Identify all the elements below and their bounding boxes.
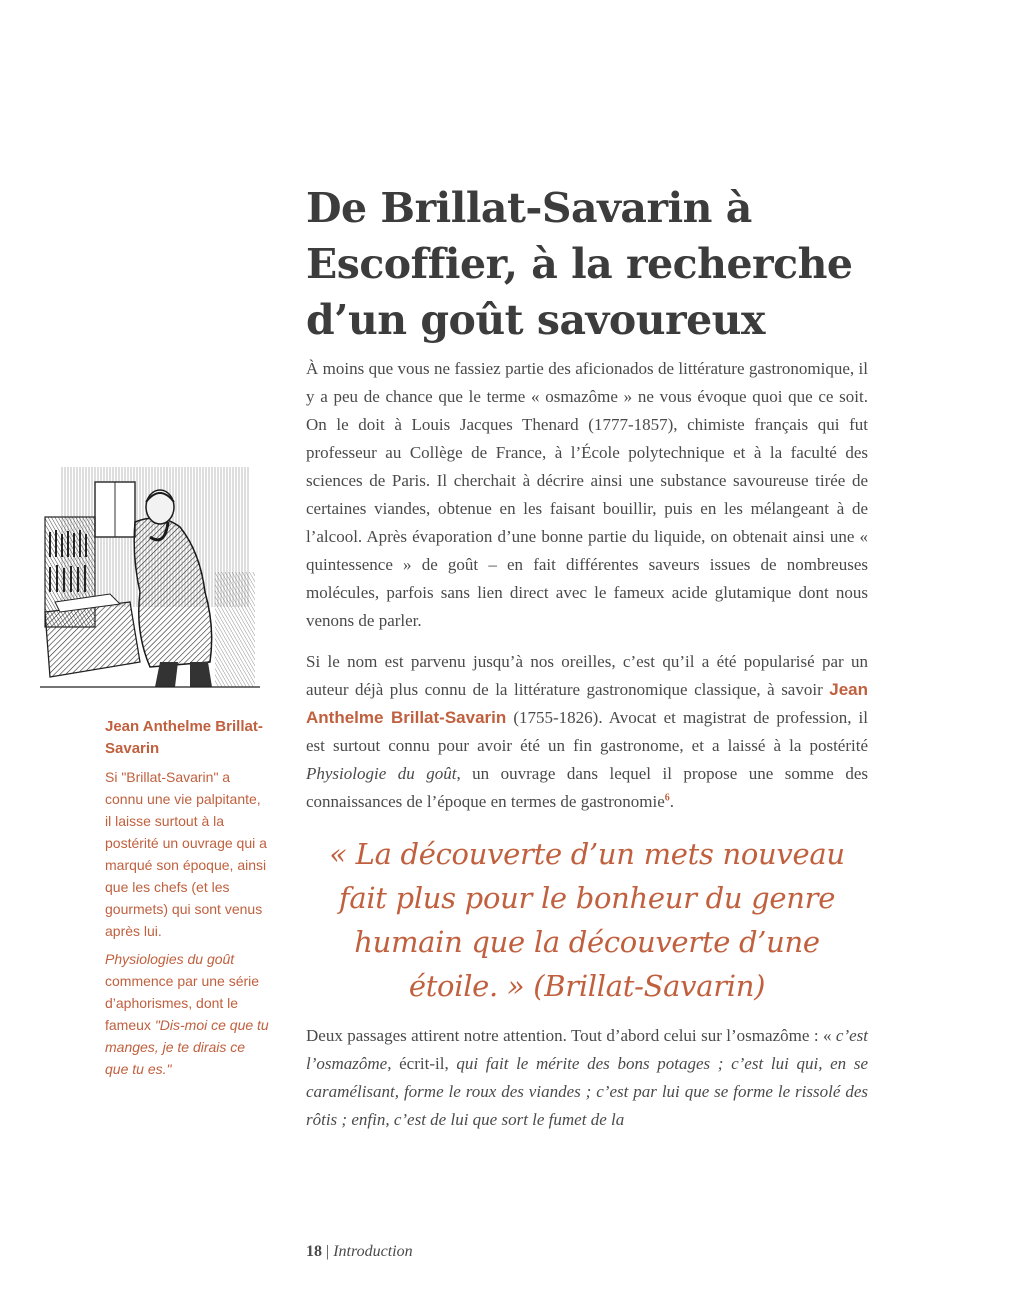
quote-line: étoile. » (Brillat-Savarin)	[408, 969, 766, 1003]
quote-line: humain que la découverte d’une	[354, 925, 820, 959]
engraving-portrait-icon	[40, 462, 260, 692]
book-title: Physiologie du goût	[306, 764, 457, 783]
quote-italic: c’est l’osmazôme,	[306, 1026, 868, 1073]
sidebar-caption	[105, 716, 270, 1086]
title-line: d’un goût savoureux	[306, 296, 765, 344]
quote-italic: qui fait le mérite des bons potages ; c’est lui qui, en se caramélisant, forme le roux des viandes ; c’est par lui que se forme le rissolé des rôtis ; enfin, c’est de lui que sort le fumet de la	[306, 1054, 868, 1129]
paragraph-text: .	[669, 792, 675, 811]
footer-separator: |	[322, 1243, 334, 1260]
paragraph-text: écrit-il,	[391, 1054, 457, 1073]
highlighted-name: Jean Anthelme Brillat-Savarin	[306, 680, 868, 727]
sidebar-book-title: Physiologies du goût	[105, 951, 235, 967]
paragraph-text: , un ouvrage dans lequel il propose une somme des connaissances de l’époque en termes de gastronomie	[306, 764, 868, 811]
page-title	[306, 180, 906, 348]
pull-quote	[306, 832, 868, 1008]
section-name: Introduction	[333, 1243, 413, 1260]
sidebar-text: Si "Brillat-Savarin" a connu une vie palpitante, il laisse surtout à la postérité un ouvrage qui a marqué son époque, ainsi que les chefs (et les gourmets) qui sont venus après lui.	[105, 769, 267, 939]
quote-line: fait plus pour le bonheur du genre	[338, 881, 836, 915]
sidebar-text: commence par une série d’aphorismes, dont le fameux	[105, 973, 260, 1033]
paragraph-osmazome: À moins que vous ne fassiez partie des aficionados de littérature gastronomique, il y a peu de chance que le terme « osmazôme » ne vous évoque quoi que ce soit. On le doit à Louis Jacques Thenard (1777-1857), chimiste français qui fut professeur au Collège de France, à l’École polytechnique et à la faculté des sciences de Paris. Il cherchait à décrire ainsi une substance savoureuse tirée de certaines viandes, obtenue en les faisant bouillir, puis en les mélangeant à de l’alcool. Après évaporation d’une bonne partie du liquide, on obtenait ainsi une « quintessence » de goût – en fait différentes saveurs issues de nombreuses molécules, parfois sans lien direct avec le fameux acide glutamique dont nous venons de parler.	[306, 359, 868, 630]
quote-line: « La découverte d’un mets nouveau	[329, 837, 845, 871]
footnote-marker: 6	[664, 792, 670, 804]
paragraph-text: Si le nom est parvenu jusqu’à nos oreilles, c’est qu’il a été popularisé par un auteur déjà plus connu de la littérature gastronomique classique, à savoir	[306, 652, 868, 699]
title-line: De Brillat-Savarin à	[306, 184, 752, 232]
sidebar-name: Jean Anthelme Brillat-Savarin	[105, 718, 263, 757]
page-number: 18	[306, 1243, 322, 1260]
paragraph-passages	[306, 1022, 868, 1134]
page-footer	[306, 1243, 413, 1261]
paragraph-text: (1755-1826). Avocat et magistrat de profession, il est surtout connu pour avoir été un fin gastronome, et a laissé à la postérité	[306, 708, 868, 755]
sidebar-aphorism	[105, 948, 270, 1080]
paragraph-text: Deux passages attirent notre attention. Tout d’abord celui sur l’osmazôme : «	[306, 1026, 836, 1045]
sidebar-quote: "Dis-moi ce que tu manges, je te dirais ce que tu es."	[105, 1017, 269, 1077]
title-line: Escoffier, à la recherche	[306, 240, 853, 288]
paragraph-brillat-savarin	[306, 648, 868, 816]
